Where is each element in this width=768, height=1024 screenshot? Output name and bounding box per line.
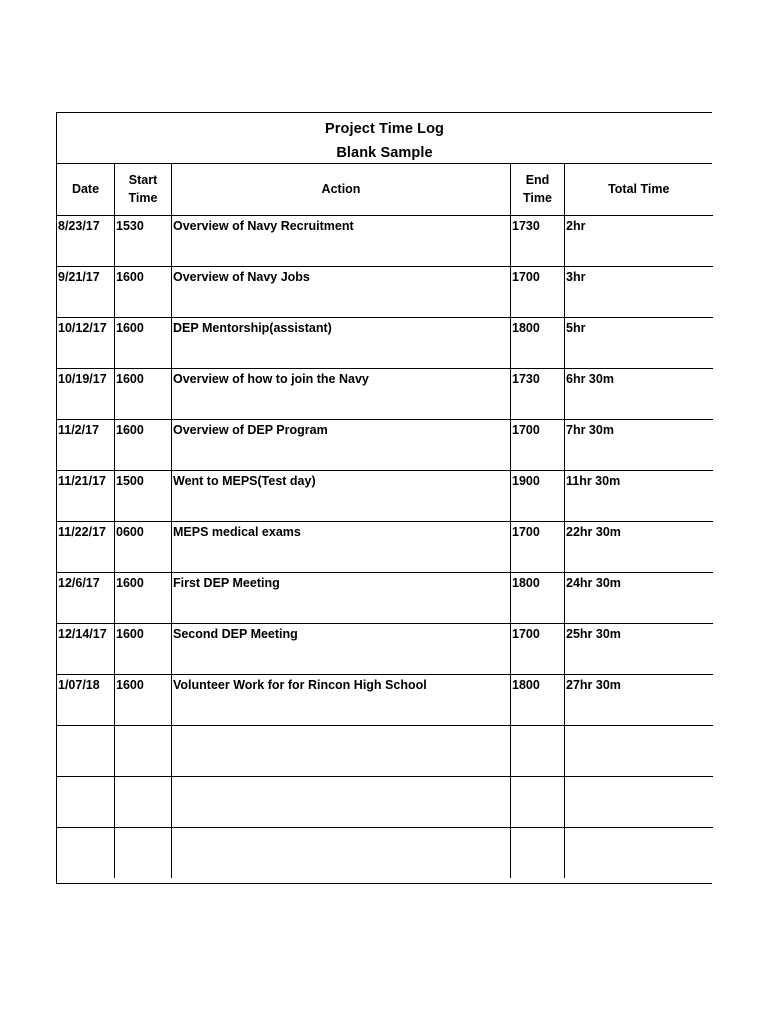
table-row [57, 317, 713, 368]
table-row [57, 623, 713, 674]
cell-start-time: 1600 [115, 266, 172, 317]
cell-total-time: 22hr 30m [565, 521, 713, 572]
table-row [57, 470, 713, 521]
cell-action [172, 725, 511, 776]
cell-date: 9/21/17 [57, 266, 115, 317]
table-row [57, 725, 713, 776]
cell-action: Went to MEPS(Test day) [172, 470, 511, 521]
header-start-time [115, 164, 172, 215]
cell-start-time: 1600 [115, 572, 172, 623]
cell-date: 1/07/18 [57, 674, 115, 725]
cell-total-time: 27hr 30m [565, 674, 713, 725]
cell-end-time: 1800 [511, 572, 565, 623]
project-time-log [56, 112, 712, 884]
cell-action: Overview of how to join the Navy [172, 368, 511, 419]
cell-action: Overview of Navy Jobs [172, 266, 511, 317]
cell-action: Volunteer Work for for Rincon High School [172, 674, 511, 725]
cell-total-time [565, 725, 713, 776]
cell-end-time [511, 725, 565, 776]
cell-total-time: 5hr [565, 317, 713, 368]
cell-start-time: 1530 [115, 215, 172, 266]
cell-action: First DEP Meeting [172, 572, 511, 623]
cell-action [172, 776, 511, 827]
cell-end-time: 1800 [511, 674, 565, 725]
cell-action: Overview of Navy Recruitment [172, 215, 511, 266]
cell-date: 10/12/17 [57, 317, 115, 368]
header-date: Date [57, 164, 115, 215]
table-row [57, 776, 713, 827]
cell-end-time: 1730 [511, 368, 565, 419]
cell-start-time: 0600 [115, 521, 172, 572]
table-row [57, 572, 713, 623]
cell-end-time: 1700 [511, 521, 565, 572]
table-row [57, 521, 713, 572]
cell-end-time: 1700 [511, 419, 565, 470]
title-block [57, 113, 712, 164]
cell-date: 10/19/17 [57, 368, 115, 419]
header-total-time: Total Time [565, 164, 713, 215]
log-title: Project Time Log [325, 121, 444, 137]
cell-date [57, 827, 115, 878]
cell-total-time: 2hr [565, 215, 713, 266]
cell-start-time: 1600 [115, 419, 172, 470]
cell-date: 11/22/17 [57, 521, 115, 572]
cell-action: Second DEP Meeting [172, 623, 511, 674]
cell-end-time: 1730 [511, 215, 565, 266]
cell-total-time: 7hr 30m [565, 419, 713, 470]
cell-start-time: 1600 [115, 368, 172, 419]
cell-date: 12/14/17 [57, 623, 115, 674]
cell-date: 11/2/17 [57, 419, 115, 470]
cell-total-time: 11hr 30m [565, 470, 713, 521]
cell-action: DEP Mentorship(assistant) [172, 317, 511, 368]
cell-start-time [115, 776, 172, 827]
cell-start-time: 1600 [115, 623, 172, 674]
header-start-line1: Start [128, 173, 158, 188]
table-row [57, 266, 713, 317]
table-row [57, 215, 713, 266]
table-row [57, 368, 713, 419]
cell-start-time: 1600 [115, 317, 172, 368]
cell-total-time: 24hr 30m [565, 572, 713, 623]
cell-total-time [565, 827, 713, 878]
header-row [57, 164, 713, 215]
cell-start-time [115, 725, 172, 776]
cell-end-time: 1700 [511, 266, 565, 317]
cell-start-time: 1600 [115, 674, 172, 725]
cell-total-time [565, 776, 713, 827]
cell-total-time: 6hr 30m [565, 368, 713, 419]
log-subtitle: Blank Sample [336, 145, 433, 161]
cell-end-time [511, 776, 565, 827]
table-row [57, 419, 713, 470]
cell-action [172, 827, 511, 878]
cell-date [57, 725, 115, 776]
time-log-table [56, 164, 713, 878]
cell-total-time: 25hr 30m [565, 623, 713, 674]
cell-end-time: 1900 [511, 470, 565, 521]
table-row [57, 827, 713, 878]
cell-action: Overview of DEP Program [172, 419, 511, 470]
cell-action: MEPS medical exams [172, 521, 511, 572]
cell-end-time: 1700 [511, 623, 565, 674]
cell-start-time: 1500 [115, 470, 172, 521]
cell-date [57, 776, 115, 827]
cell-end-time [511, 827, 565, 878]
cell-date: 12/6/17 [57, 572, 115, 623]
cell-date: 11/21/17 [57, 470, 115, 521]
cell-start-time [115, 827, 172, 878]
header-action: Action [172, 164, 511, 215]
cell-total-time: 3hr [565, 266, 713, 317]
header-start-line2: Time [128, 191, 158, 206]
table-row [57, 674, 713, 725]
cell-end-time: 1800 [511, 317, 565, 368]
header-end-time: End Time [511, 164, 565, 215]
cell-date: 8/23/17 [57, 215, 115, 266]
log-body [57, 215, 713, 878]
